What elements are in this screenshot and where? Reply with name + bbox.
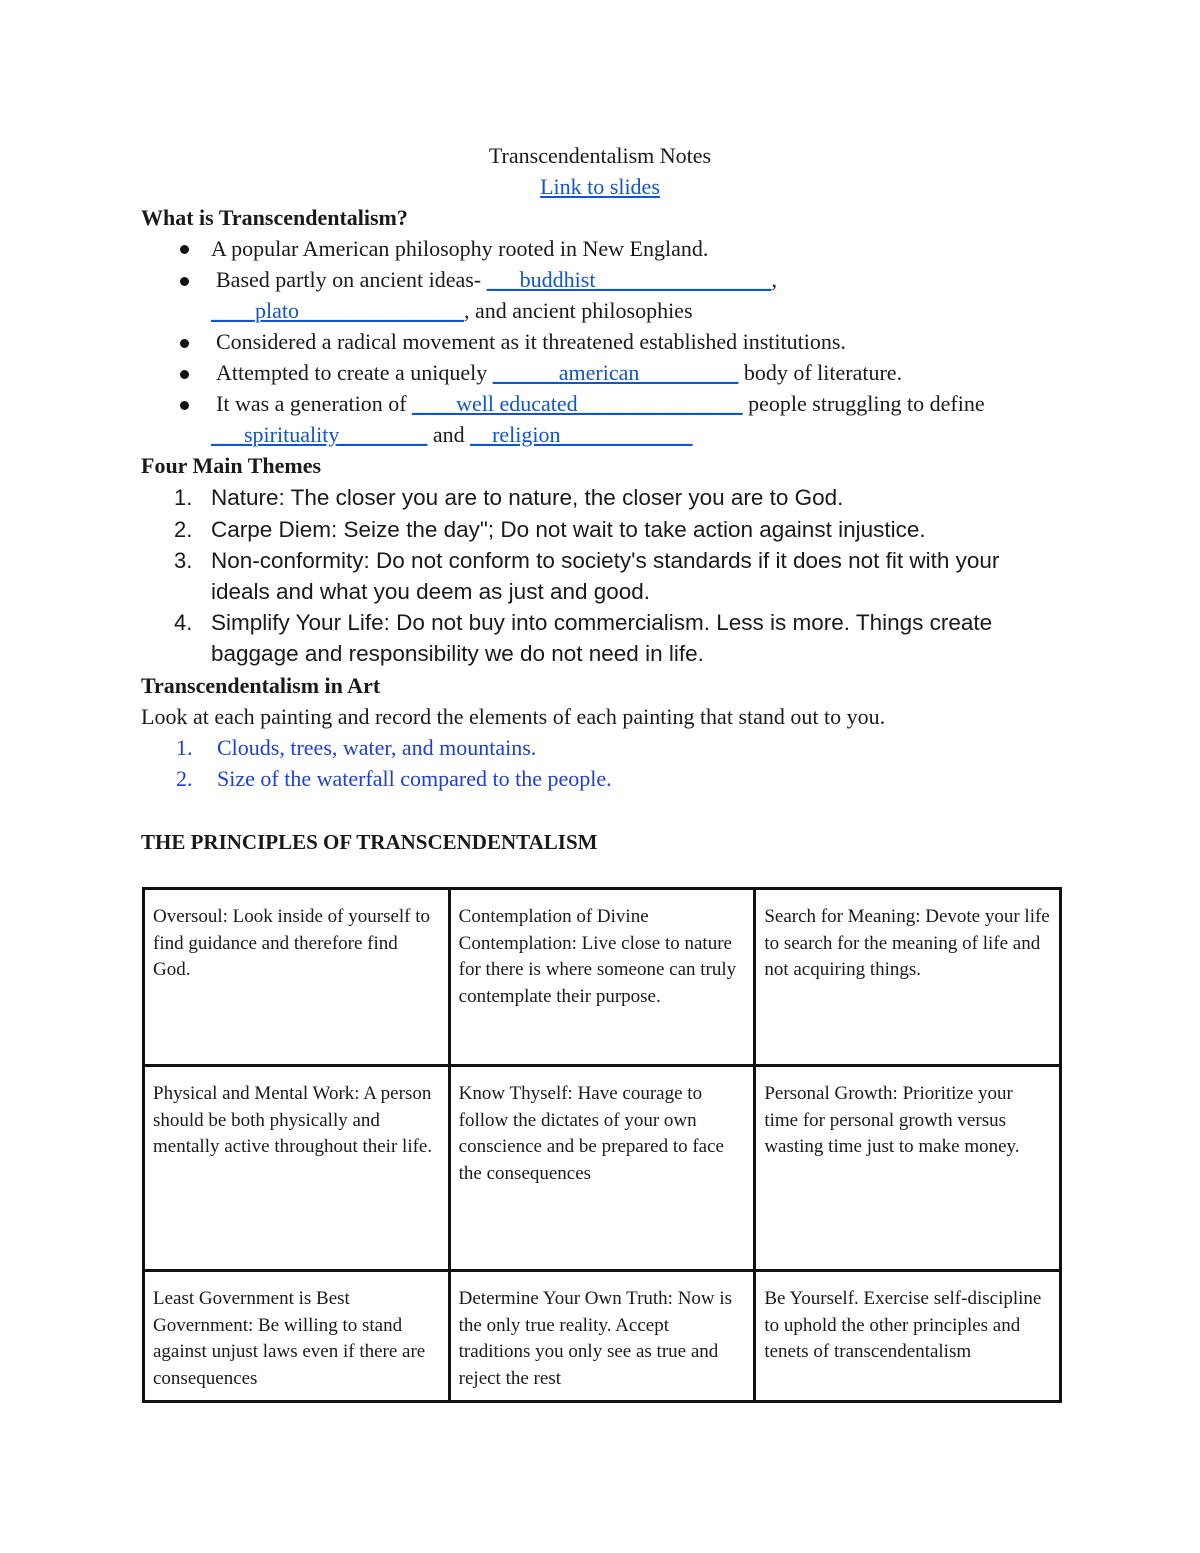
principle-cell: Determine Your Own Truth: Now is the only true reality. Accept traditions you only see as true and reject the rest	[449, 1271, 755, 1402]
theme-number: 4.	[174, 610, 193, 635]
slides-link-row	[0, 173, 1200, 201]
bullet-5-line-2	[211, 421, 693, 449]
principle-cell: Personal Growth: Prioritize your time for personal growth versus wasting time just to make money.	[755, 1066, 1061, 1271]
bullet-4-suffix: body of literature.	[738, 360, 903, 385]
blank-buddhist: ___buddhist________________	[486, 267, 772, 292]
blank-religion: __religion____________	[470, 422, 693, 447]
bullet-5-and: and	[427, 422, 471, 447]
principle-cell: Oversoul: Look inside of yourself to find guidance and therefore find God.	[144, 889, 450, 1066]
bullet-3: Considered a radical movement as it threatened established institutions.	[216, 329, 846, 354]
theme-number: 1.	[174, 485, 193, 510]
art-answer-2: Size of the waterfall compared to the people.	[217, 766, 612, 791]
theme-1: Nature: The closer you are to nature, the closer you are to God.	[211, 485, 844, 510]
section-heading-art: Transcendentalism in Art	[141, 673, 381, 698]
theme-3-line-1: Non-conformity: Do not conform to society's standards if it does not fit with your	[211, 548, 1000, 573]
principle-cell: Be Yourself. Exercise self-discipline to uphold the other principles and tenets of transcendentalism	[755, 1271, 1061, 1402]
theme-number: 2.	[174, 517, 193, 542]
blank-american: ______american_________	[492, 360, 739, 385]
blank-plato: ____plato_______________	[211, 298, 464, 323]
bullet-2-prefix: Based partly on ancient ideas-	[216, 267, 487, 292]
bullet-2-comma: ,	[771, 267, 777, 292]
bullet-2-line-2	[211, 297, 693, 325]
bullet-icon	[180, 339, 189, 348]
blank-well-educated: ____well educated_______________	[412, 391, 743, 416]
principle-cell: Know Thyself: Have courage to follow the dictates of your own conscience and be prepared to face the consequences	[449, 1066, 755, 1271]
theme-3-line-2: ideals and what you deem as just and good.	[211, 579, 651, 604]
bullet-icon	[180, 277, 189, 286]
document-title: Transcendentalism Notes	[488, 143, 712, 168]
bullet-4-prefix: Attempted to create a uniquely	[216, 360, 493, 385]
section-heading-what-is: What is Transcendentalism?	[141, 205, 408, 230]
theme-4-line-2: baggage and responsibility we do not need in life.	[211, 641, 704, 666]
bullet-icon	[180, 370, 189, 379]
answer-number: 1.	[176, 735, 193, 760]
section-heading-four-themes: Four Main Themes	[141, 453, 322, 478]
bullet-icon	[180, 401, 189, 410]
slides-link[interactable]: Link to slides	[540, 174, 660, 199]
blank-spirituality: ___spirituality________	[211, 422, 428, 447]
table-row	[144, 889, 1061, 1066]
theme-2: Carpe Diem: Seize the day"; Do not wait to take action against injustice.	[211, 517, 926, 542]
principle-cell: Contemplation of Divine Contemplation: Live close to nature for there is where someone can truly contemplate their purpose.	[449, 889, 755, 1066]
principle-cell: Least Government is Best Government: Be willing to stand against unjust laws even if there are consequences	[144, 1271, 450, 1402]
table-row	[144, 1271, 1061, 1402]
bullet-2-suffix: , and ancient philosophies	[464, 298, 693, 323]
art-instruction: Look at each painting and record the elements of each painting that stand out to you.	[141, 704, 886, 729]
bullet-2-line-1	[216, 266, 777, 294]
bullet-5-line-1	[216, 390, 985, 418]
theme-number: 3.	[174, 548, 193, 573]
art-answer-1: Clouds, trees, water, and mountains.	[217, 735, 537, 760]
principle-cell: Search for Meaning: Devote your life to search for the meaning of life and not acquiring things.	[755, 889, 1061, 1066]
answer-number: 2.	[176, 766, 193, 791]
table-row	[144, 1066, 1061, 1271]
bullet-icon	[180, 245, 189, 254]
bullet-5-suffix: people struggling to define	[742, 391, 985, 416]
bullet-4	[216, 359, 902, 387]
principles-table	[142, 887, 1062, 1403]
principle-cell: Physical and Mental Work: A person should be both physically and mentally active throughout their life.	[144, 1066, 450, 1271]
theme-4-line-1: Simplify Your Life: Do not buy into commercialism. Less is more. Things create	[211, 610, 993, 635]
bullet-1: A popular American philosophy rooted in New England.	[211, 236, 709, 261]
bullet-5-prefix: It was a generation of	[216, 391, 413, 416]
principles-heading: THE PRINCIPLES OF TRANSCENDENTALISM	[141, 830, 598, 854]
